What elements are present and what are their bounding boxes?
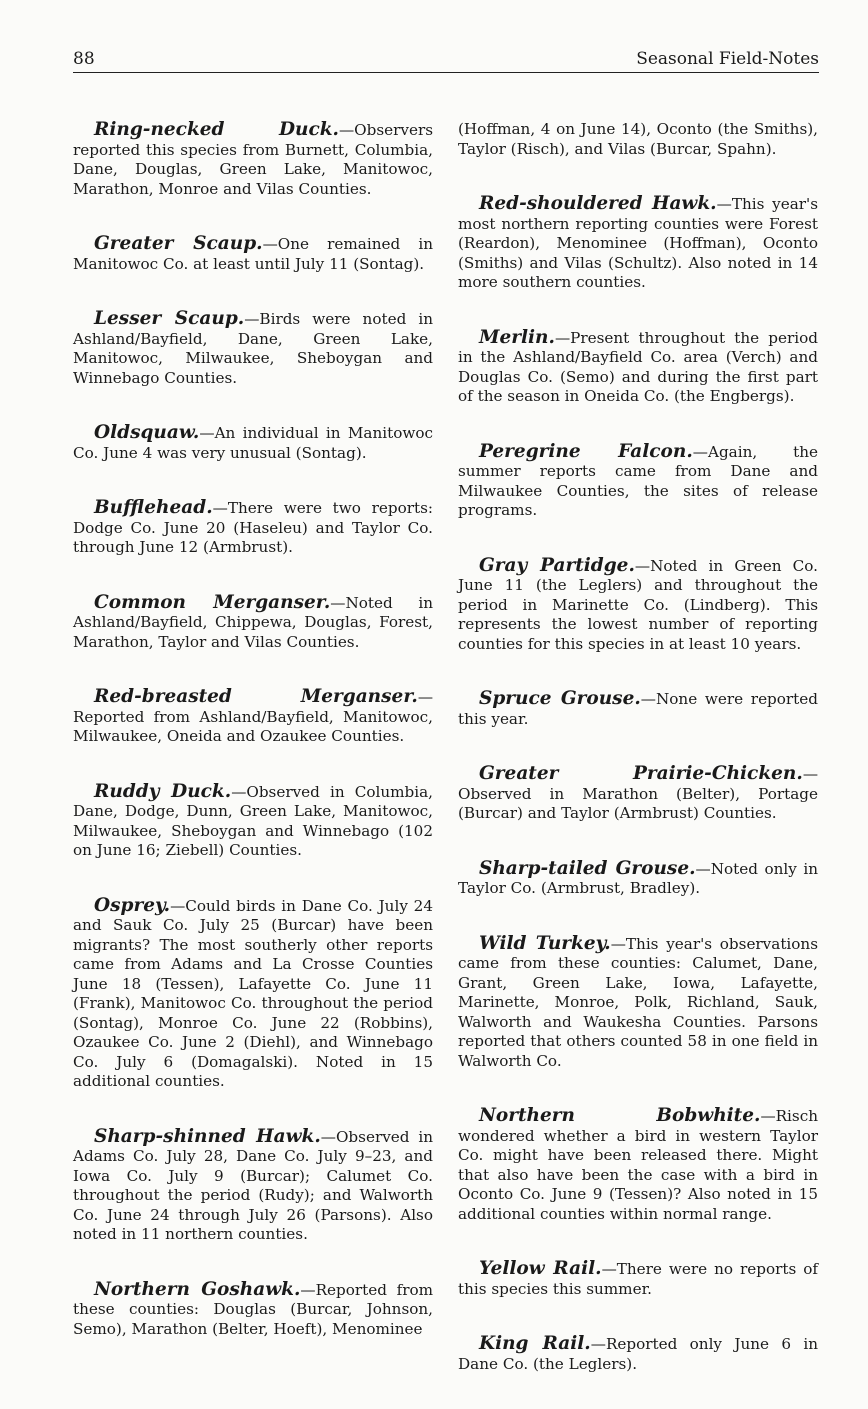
species-account: —There were no reports of this species this summer.	[458, 1260, 818, 1298]
species-entry	[73, 687, 433, 747]
species-name: Greater Scaup.	[94, 233, 263, 254]
species-entry	[73, 423, 433, 463]
species-account: —Observed in Columbia, Dane, Dodge, Dunn, Green Lake, Manitowoc, Milwaukee, Sheboygan and Winnebago (102 on June 16; Ziebell) Counties.	[73, 782, 433, 859]
species-name: Red-breasted Merganser.	[94, 686, 418, 707]
species-account: —One remained in Manitowoc Co. at least until July 11 (Sontag).	[73, 235, 433, 273]
species-account: —Reported from Ashland/Bayfield, Manitowoc, Milwaukee, Oneida and Ozaukee Counties.	[73, 688, 433, 745]
species-name: Bufflehead.	[94, 497, 213, 518]
species-entry	[458, 1259, 818, 1299]
species-entry	[73, 1127, 433, 1245]
species-entry	[73, 498, 433, 558]
species-name: Sharp-shinned Hawk.	[94, 1125, 321, 1147]
species-entry	[458, 764, 818, 824]
species-account: —Present throughout the period in the Ashland/Bayfield Co. area (Verch) and Douglas Co. (Semo) and during the first part of the season in Oneida Co. (the Engbergs).	[458, 328, 818, 405]
species-account: —An individual in Manitowoc Co. June 4 was very unusual (Sontag).	[73, 424, 433, 462]
species-name: Spruce Grouse.	[479, 688, 641, 709]
species-account: —Reported from these counties: Douglas (Burcar, Johnson, Semo), Marathon (Belter, Hoeft), Menominee	[73, 1280, 433, 1338]
species-name: Northern Goshawk.	[94, 1278, 301, 1300]
species-name: Ruddy Duck.	[94, 780, 232, 802]
species-name: King Rail.	[479, 1333, 591, 1354]
right-column	[458, 120, 818, 1409]
species-account: —This year's most northern reporting counties were Forest (Reardon), Menominee (Hoffman), Oconto (Smiths) and Vilas (Schultz). Also noted in 14 more southern counties.	[458, 195, 818, 291]
species-entry	[458, 556, 818, 655]
species-entry	[73, 120, 433, 199]
species-name: Oldsquaw.	[94, 422, 200, 443]
species-name: Gray Partidge.	[479, 554, 635, 576]
species-account: —Noted only in Taylor Co. (Armbrust, Bradley).	[458, 859, 819, 897]
page-number: 88	[73, 49, 95, 69]
species-name: Yellow Rail.	[479, 1258, 602, 1279]
species-account: —Risch wondered whether a bird in western Taylor Co. might have been released there. Might that also have been the case with a bird in Oconto Co. June 9 (Tessen)? Also noted in 15 additional counties within normal range.	[458, 1107, 818, 1223]
species-name: Common Merganser.	[94, 591, 331, 613]
species-entry	[458, 859, 818, 899]
species-account: —Observed in Adams Co. July 28, Dane Co. July 9–23, and Iowa Co. July 9 (Burcar); Calumet Co. throughout the period (Rudy); and Walworth Co. June 24 through July 26 (Parsons). Also noted in 11 northern counties.	[73, 1127, 433, 1243]
species-account: —There were two reports: Dodge Co. June 20 (Haseleu) and Taylor Co. through June 12 (Armbrust).	[73, 499, 433, 556]
species-account: —None were reported this year.	[458, 690, 818, 728]
species-name: Red-shouldered Hawk.	[479, 193, 717, 214]
species-entry	[73, 896, 433, 1092]
left-column	[73, 120, 433, 1374]
species-account: —Observed in Marathon (Belter), Portage (Burcar) and Taylor (Armbrust) Counties.	[458, 765, 818, 822]
species-entry	[458, 689, 818, 729]
species-name: Lesser Scaup.	[94, 308, 245, 329]
species-account: —Noted in Ashland/Bayfield, Chippewa, Douglas, Forest, Marathon, Taylor and Vilas Counties.	[73, 593, 433, 651]
species-entry	[458, 328, 818, 407]
species-entry	[73, 234, 433, 274]
species-entry	[73, 593, 433, 653]
species-entry	[73, 782, 433, 861]
species-account: —Reported only June 6 in Dane Co. (the Leglers).	[458, 1335, 819, 1373]
species-account: —This year's observations came from these counties: Calumet, Dane, Grant, Green Lake, Iowa, Lafayette, Marinette, Monroe, Polk, Richland, Sauk, Walworth and Waukesha Counties. Parsons reported that others counted 58 in one field in Walworth Co.	[458, 934, 818, 1070]
species-entry	[458, 1334, 818, 1374]
species-account: —Birds were noted in Ashland/Bayfield, Dane, Green Lake, Manitowoc, Milwaukee, Sheboygan and Winnebago Counties.	[73, 310, 433, 387]
species-name: Osprey.	[94, 894, 171, 916]
species-name: Wild Turkey.	[479, 932, 611, 954]
species-entry	[458, 1106, 818, 1224]
species-name: Sharp-tailed Grouse.	[479, 857, 696, 879]
species-name: Greater Prairie-Chicken.	[479, 763, 803, 784]
species-entry	[458, 194, 818, 293]
continued-paragraph: (Hoffman, 4 on June 14), Oconto (the Smiths), Taylor (Risch), and Vilas (Burcar, Spahn).	[458, 120, 818, 158]
species-account: —Noted in Green Co. June 11 (the Leglers) and throughout the period in Marinette Co. (Lindberg). This represents the lowest number of reporting counties for this species in at least 10 years.	[458, 556, 818, 653]
running-header	[73, 46, 819, 73]
species-name: Peregrine Falcon.	[479, 440, 693, 462]
species-account: —Observers reported this species from Burnett, Columbia, Dane, Douglas, Green Lake, Manitowoc, Marathon, Monroe and Vilas Counties.	[73, 121, 433, 198]
species-entry	[458, 442, 818, 521]
species-account: —Again, the summer reports came from Dane and Milwaukee Counties, the sites of release programs.	[458, 442, 818, 519]
species-name: Northern Bobwhite.	[479, 1105, 761, 1126]
species-entry	[73, 309, 433, 388]
species-name: Ring-necked Duck.	[94, 119, 339, 140]
species-name: Merlin.	[479, 326, 555, 348]
species-entry	[73, 1280, 433, 1340]
species-entry	[458, 934, 818, 1072]
running-title: Seasonal Field-Notes	[636, 49, 819, 69]
species-account: —Could birds in Dane Co. July 24 and Sauk Co. July 25 (Burcar) have been migrants? The most southerly other reports came from Adams and La Crosse Counties June 18 (Tessen), Lafayette Co. June 11 (Frank), Manitowoc Co. throughout the period (Sontag), Monroe Co. June 22 (Robbins), Ozaukee Co. June 2 (Diehl), and Winnebago Co. July 6 (Domagalski). Noted in 15 additional counties.	[73, 896, 433, 1090]
